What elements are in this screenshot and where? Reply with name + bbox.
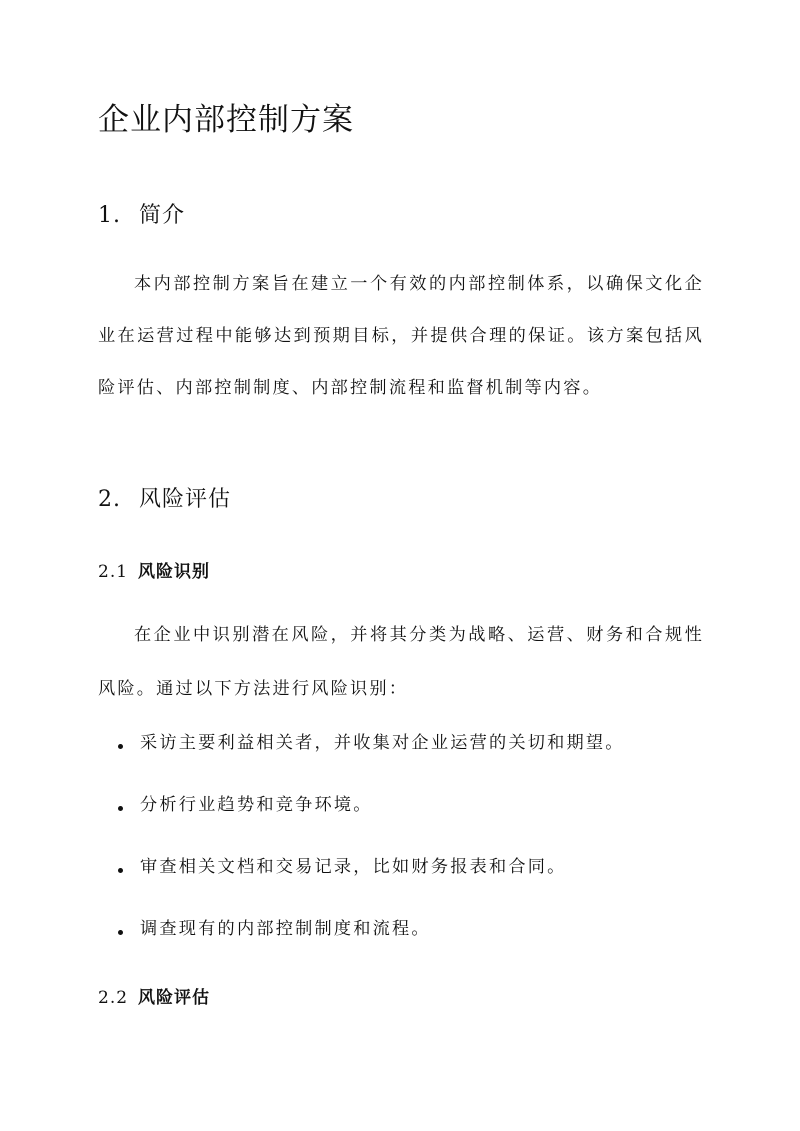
subsection-number: 2.2 xyxy=(98,988,129,1008)
section-number: 1. xyxy=(98,203,121,228)
bullet-icon xyxy=(118,744,123,749)
bullet-icon xyxy=(118,806,123,811)
section-heading-intro xyxy=(98,198,185,229)
bullet-icon xyxy=(118,930,123,935)
document-title: 企业内部控制方案 xyxy=(98,102,354,138)
list-item-text: 采访主要利益相关者，并收集对企业运营的关切和期望。 xyxy=(140,733,625,753)
bullet-icon xyxy=(118,868,123,873)
risk-identification-paragraph: 在企业中识别潜在风险，并将其分类为战略、运营、财务和合规性风险。通过以下方法进行风险识别： xyxy=(98,625,704,699)
subsection-heading-risk-identification xyxy=(98,557,210,582)
list-item xyxy=(118,914,625,976)
section-number: 2. xyxy=(98,487,121,512)
list-item xyxy=(118,728,625,790)
section-heading-risk-assessment xyxy=(98,482,231,513)
list-item-text: 调查现有的内部控制制度和流程。 xyxy=(140,919,431,939)
list-item xyxy=(118,790,625,852)
section-title: 风险评估 xyxy=(139,487,232,512)
risk-identification-methods-list xyxy=(118,728,625,976)
list-item-text: 审查相关文档和交易记录，比如财务报表和合同。 xyxy=(140,857,567,877)
intro-paragraph: 本内部控制方案旨在建立一个有效的内部控制体系，以确保文化企业在运营过程中能够达到预期目标，并提供合理的保证。该方案包括风险评估、内部控制制度、内部控制流程和监督机制等内容。 xyxy=(98,274,704,398)
list-item xyxy=(118,852,625,914)
subsection-title: 风险识别 xyxy=(138,562,211,582)
subsection-number: 2.1 xyxy=(98,562,129,582)
section-title: 简介 xyxy=(139,203,186,228)
list-item-text: 分析行业趋势和竞争环境。 xyxy=(140,795,373,815)
subsection-heading-risk-evaluation xyxy=(98,983,210,1008)
subsection-title: 风险评估 xyxy=(138,988,211,1008)
